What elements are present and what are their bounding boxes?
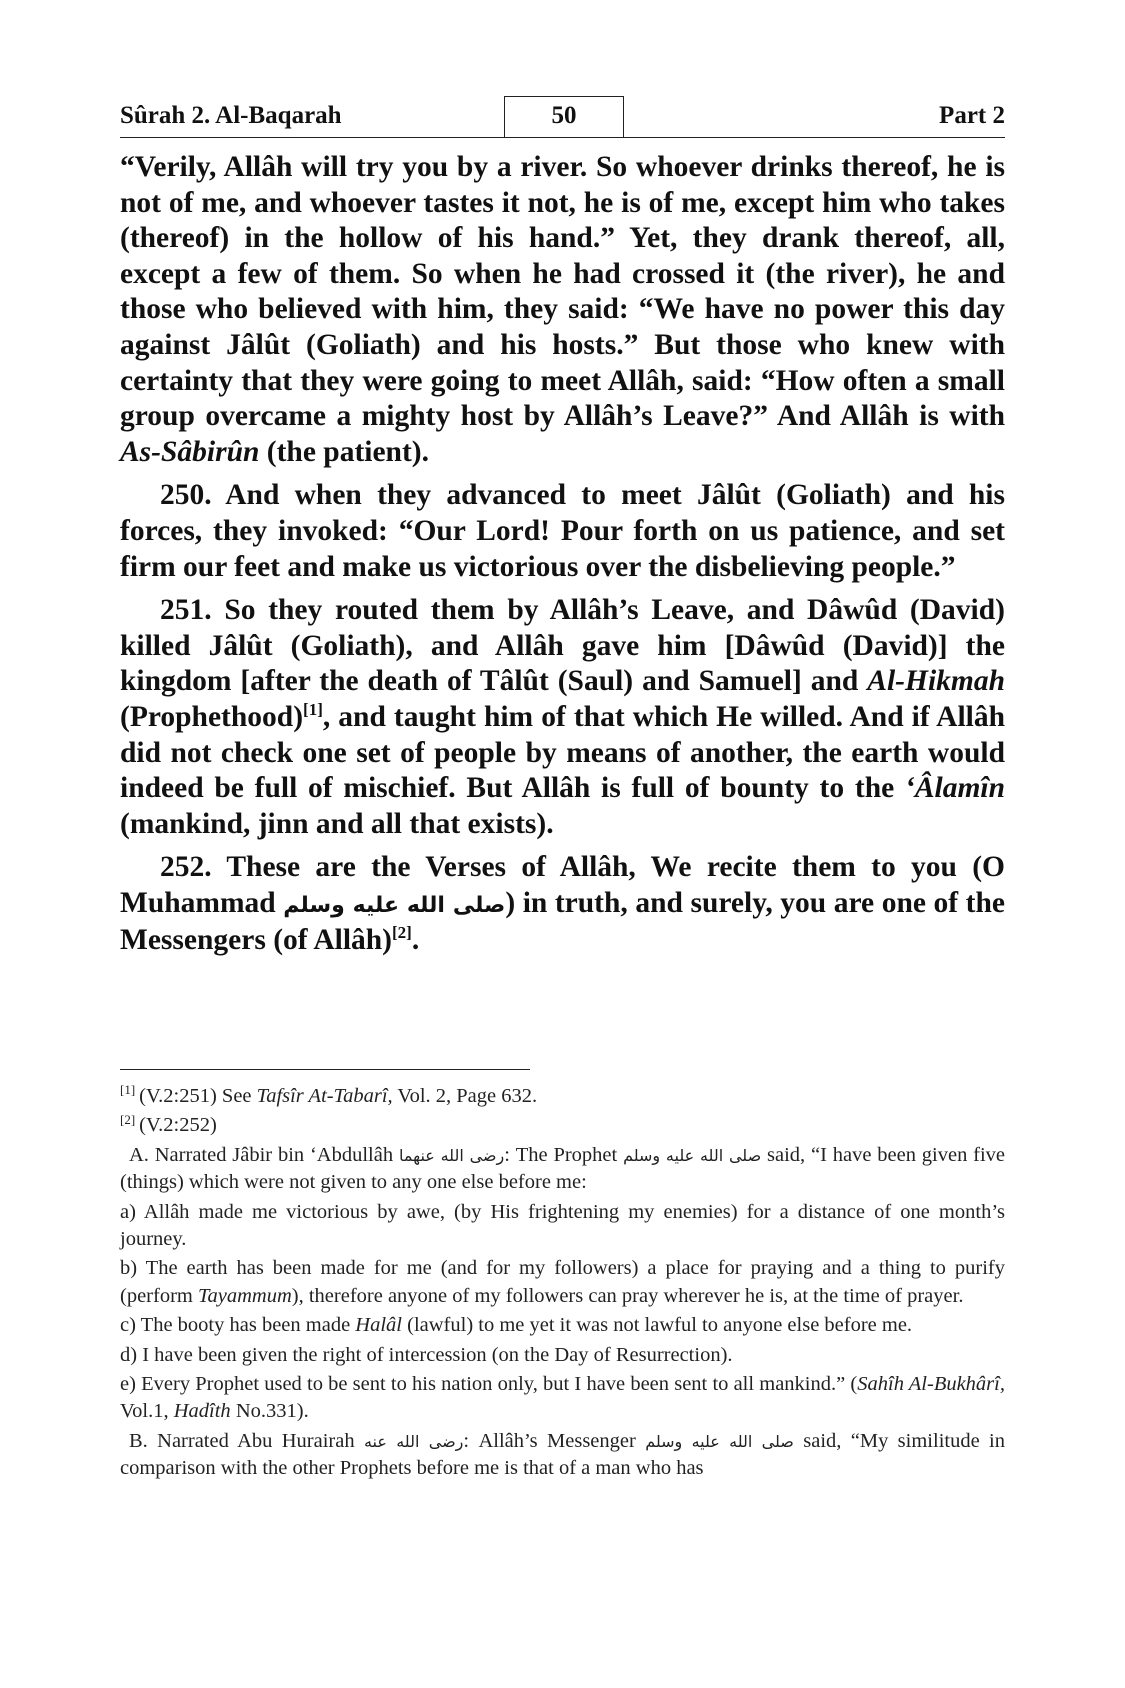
footnote-2: [2] (V.2:252) — [120, 1111, 217, 1137]
footnote-1: [1] (V.2:251) See Tafsîr At-Tabarî, Vol. 2, Page 632. — [120, 1082, 538, 1107]
list-item-c: c) The booty has been made Halâl (lawful) to me yet it was not lawful to anyone else before me. — [120, 1314, 913, 1337]
verse-252: 252. These are the Verses of Allâh, We recite them to you (O Muhammad صلى الله عليه وسلم) in truth, and surely, you are one of the Messengers (of Allâh)[2]. — [120, 851, 1005, 957]
list-item-d: d) I have been given the right of intercession (on the Day of Resurrection). — [120, 1343, 733, 1366]
narration-b: B. Narrated Abu Hurairah رضى الله عنه: Allâh’s Messenger صلى الله عليه وسلم said, “My similitude in comparison with the other Prophets before me is that of a man who has — [120, 1429, 1005, 1480]
footnotes — [120, 1083, 1005, 1485]
verse-text — [120, 150, 1005, 967]
part-label: Part 2 — [939, 102, 1005, 129]
narration-a: A. Narrated Jâbir bin ‘Abdullâh رضى الله عنهما: The Prophet صلى الله عليه وسلم said, “I have been given five (things) which were not given to any one else before me: — [120, 1143, 1006, 1194]
verse-250: 250. And when they advanced to meet Jâlût (Goliath) and his forces, they invoked: “Our Lord! Pour forth on us patience, and set firm our feet and make us victorious over the disbelieving people.” — [120, 479, 1005, 583]
running-header — [120, 96, 1005, 138]
verse-251: 251. So they routed them by Allâh’s Leave, and Dâwûd (David) killed Jâlût (Goliath), and Allâh gave him [Dâwûd (David)] the kingdom [after the death of Tâlût (Saul) and Samuel] and Al-Hikmah (Prophethood)[1], and taught him of that which He willed. And if Allâh did not check one set of people by means of another, the earth would indeed be full of mischief. But Allâh is full of bounty to the ‘Âlamîn (mankind, jinn and all that exists). — [120, 594, 1005, 840]
arabic-salutation: صلى الله عليه وسلم — [283, 892, 506, 918]
list-item-a: a) Allâh made me victorious by awe, (by His frightening my enemies) for a distance of one month’s journey. — [120, 1200, 1005, 1251]
surah-title: Sûrah 2. Al-Baqarah — [120, 102, 342, 129]
page-number: 50 — [504, 96, 624, 138]
list-item-b: b) The earth has been made for me (and for my followers) a place for praying and a thing to purify (perform Tayammum), therefore anyone of my followers can pray wherever he is, at the time of prayer. — [120, 1257, 1005, 1307]
footnote-ref-1[interactable]: [1] — [303, 700, 323, 720]
footnote-ref-2[interactable]: [2] — [392, 923, 412, 943]
header-rule — [120, 137, 1005, 138]
list-item-e: e) Every Prophet used to be sent to his nation only, but I have been sent to all mankind.” (Sahîh Al-Bukhârî, Vol.1, Hadîth No.331). — [120, 1373, 1005, 1423]
footnote-separator — [120, 1069, 530, 1070]
verse-249-continuation: “Verily, Allâh will try you by a river. So whoever drinks thereof, he is not of me, and whoever tastes it not, he is of me, except him who takes (thereof) in the hollow of his hand.” Yet, they drank thereof, all, except a few of them. So when he had crossed it (the river), he and those who believed with him, they said: “We have no power this day against Jâlût (Goliath) and his hosts.” But those who knew with certainty that they were going to meet Allâh, said: “How often a small group overcame a mighty host by Allâh’s Leave?” And Allâh is with As-Sâbirûn (the patient). — [120, 151, 1005, 468]
